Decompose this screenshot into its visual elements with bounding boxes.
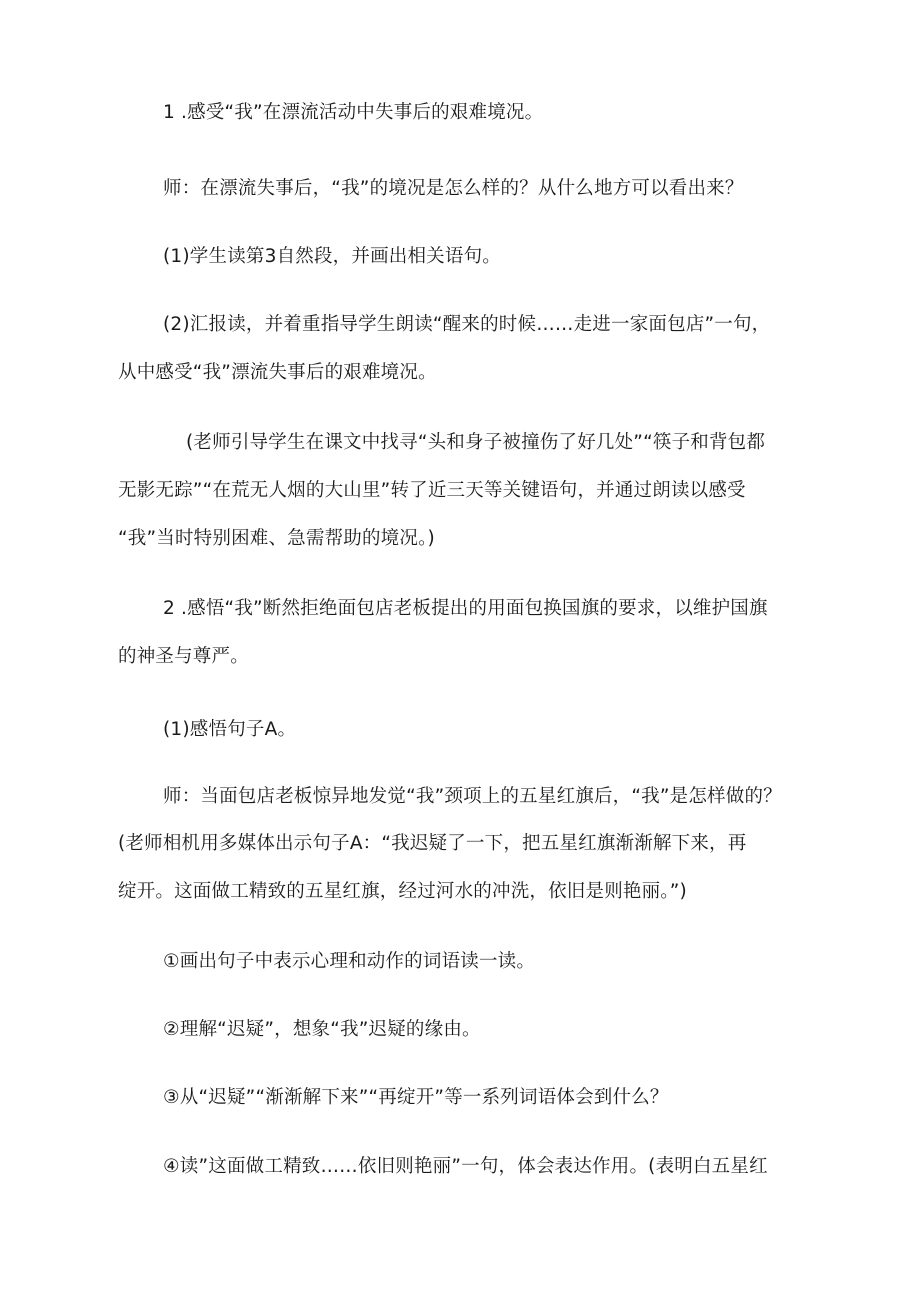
item-circle-1: ①画出句子中表示心理和动作的词语读一读。 <box>163 951 536 972</box>
step-1-1: (1)学生读第3自然段，并画出相关语句。 <box>163 246 501 267</box>
item-circle-4: ④读”这面做工精致……依旧则艳丽”一句，体会表达作用。(表明白五星红 <box>163 1156 768 1177</box>
heading-2-line-2: 的神圣与尊严。 <box>118 646 249 667</box>
note-1-line-2: 无影无踪”“在荒无人烟的大山里”转了近三天等关键语句，并通过朗读以感受 <box>118 480 746 501</box>
item-circle-2: ②理解“迟疑”，想象“我”迟疑的缘由。 <box>163 1019 481 1040</box>
note-1-line-3: “我”当时特别困难、急需帮助的境况。) <box>118 528 435 549</box>
heading-2-line-1: 2 .感悟“我”断然拒绝面包店老板提出的用面包换国旗的要求，以维护国旗 <box>163 598 768 619</box>
step-1-2-line-2: 从中感受“我”漂流失事后的艰难境况。 <box>118 362 437 383</box>
step-2-1: (1)感悟句子A。 <box>163 719 297 740</box>
teacher-question-1: 师：在漂流失事后，“我”的境况是怎么样的？从什么地方可以看出来？ <box>163 178 744 199</box>
step-1-2-line-1: (2)汇报读，并着重指导学生朗读“醒来的时候……走进一家面包店”一句， <box>163 314 771 335</box>
note-2-line-2: 绽开。这面做工精致的五星红旗，经过河水的冲洗，依旧是则艳丽。”) <box>118 881 687 902</box>
item-circle-3: ③从“迟疑”“渐渐解下来”“再绽开”等一系列词语体会到什么？ <box>163 1087 669 1108</box>
teacher-question-2: 师：当面包店老板惊异地发觉“我”颈项上的五星红旗后，“我”是怎样做的？ <box>163 786 782 807</box>
note-1-line-1: (老师引导学生在课文中找寻“头和身子被撞伤了好几处”“筷子和背包都 <box>186 432 766 453</box>
note-2-line-1: (老师相机用多媒体出示句子A：“我迟疑了一下，把五星红旗渐渐解下来，再 <box>118 833 747 854</box>
heading-1: 1 .感受“我”在漂流活动中失事后的艰难境况。 <box>163 102 544 123</box>
